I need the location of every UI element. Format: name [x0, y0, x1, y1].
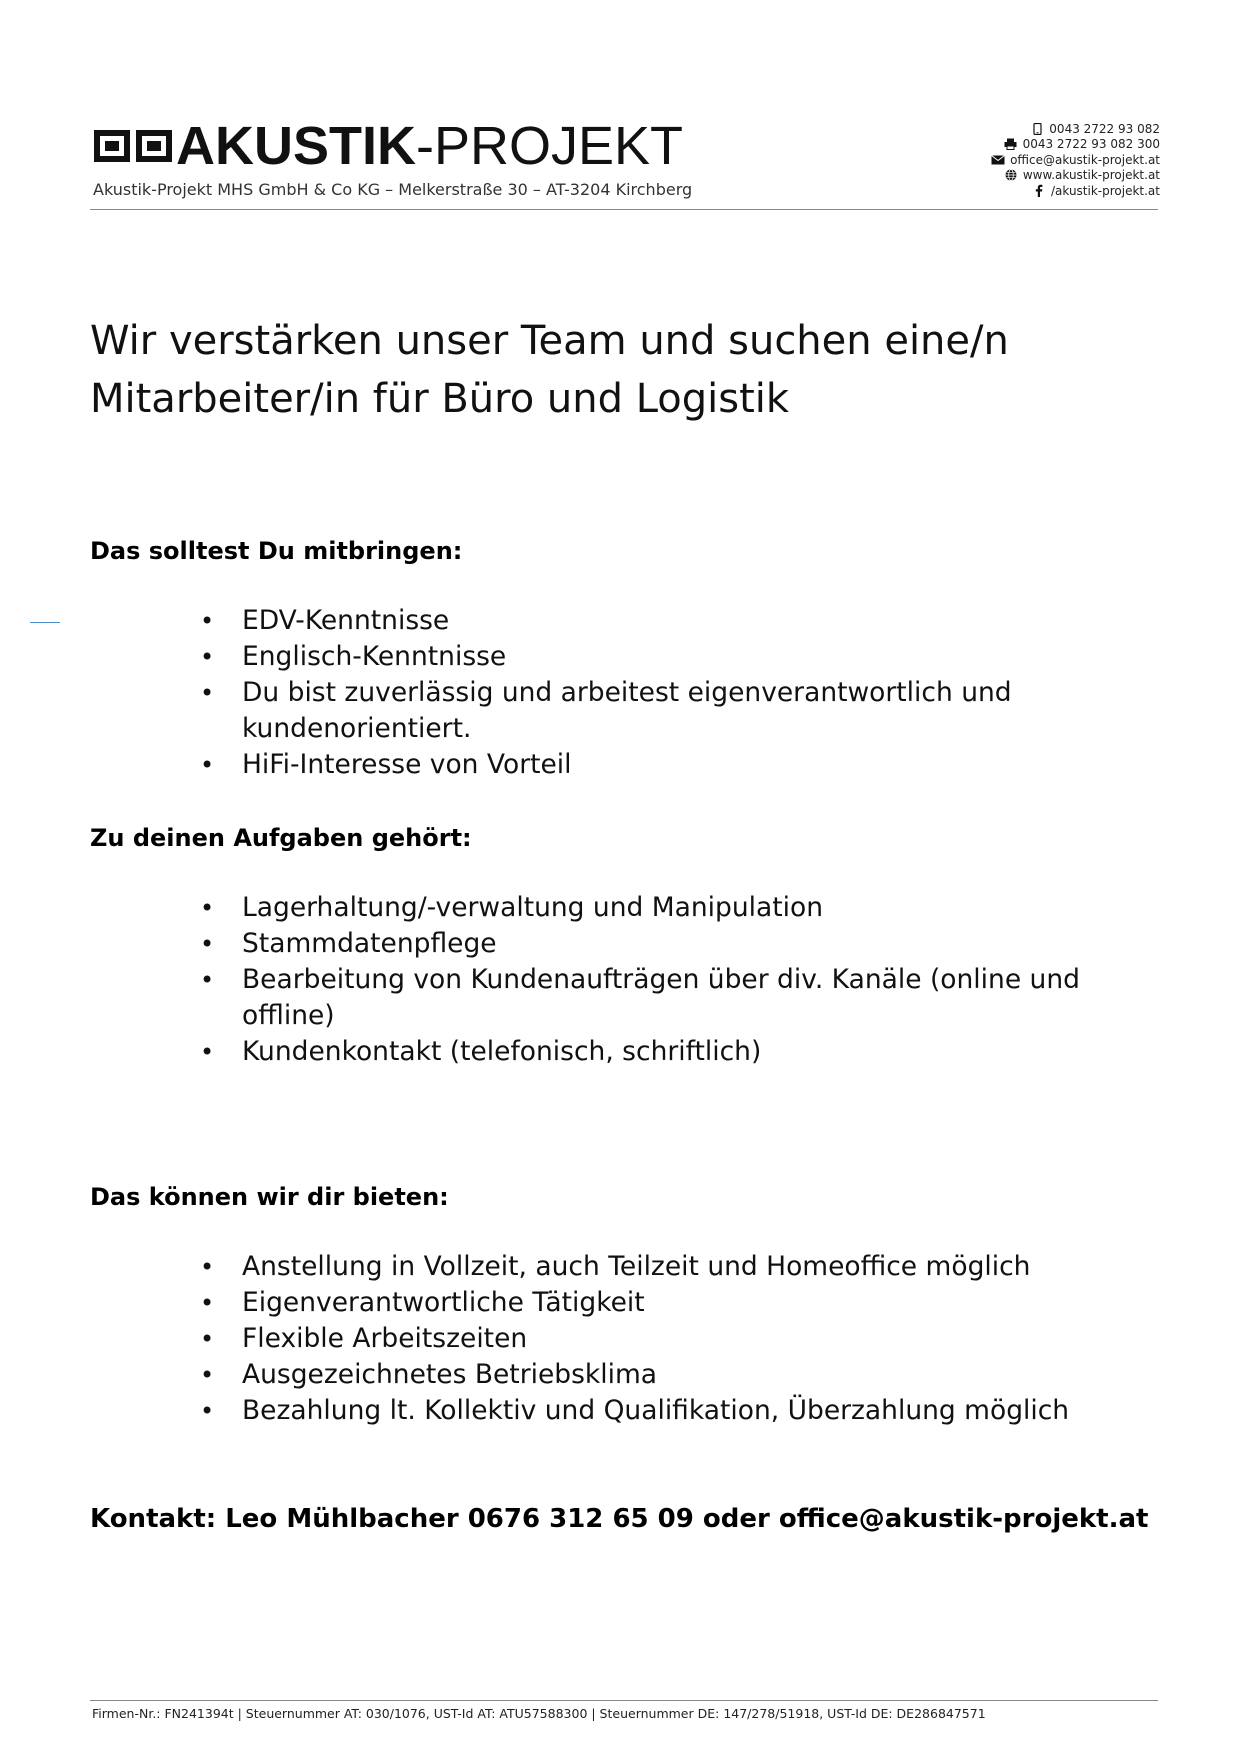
contact-web-text[interactable]: www.akustik-projekt.at — [1022, 168, 1160, 183]
contact-phone — [900, 121, 1160, 137]
contact-block — [900, 121, 1160, 199]
contact-web[interactable] — [900, 168, 1160, 184]
contact-facebook[interactable] — [900, 183, 1160, 199]
company-address: Akustik-Projekt MHS GmbH & Co KG – Melkerstraße 30 – AT-3204 Kirchberg — [93, 180, 693, 199]
offer-list — [200, 1249, 1180, 1429]
contact-fax — [900, 137, 1160, 153]
speaker-logo-icon — [92, 126, 174, 166]
headline-line-1: Wir verstärken unser Team und suchen eine/n — [90, 318, 1009, 364]
fax-icon — [1004, 138, 1018, 150]
tasks-title: Zu deinen Aufgaben gehört: — [90, 824, 472, 852]
list-item: • HiFi-Interesse von Vorteil — [200, 747, 1180, 783]
contact-fax-text: 0043 2722 93 082 300 — [1022, 137, 1160, 152]
list-item: • Kundenkontakt (telefonisch, schriftlich) — [200, 1034, 1180, 1070]
contact-email-text[interactable]: office@akustik-projekt.at — [1010, 152, 1160, 167]
margin-marker — [30, 622, 60, 623]
company-logo — [92, 118, 683, 174]
offer-title: Das können wir dir bieten: — [90, 1183, 449, 1211]
job-headline — [90, 312, 1170, 428]
facebook-icon — [1032, 185, 1046, 197]
company-registration-footer: Firmen-Nr.: FN241394t | Steuernummer AT: 030/1076, UST-Id AT: ATU57588300 | Steuernummer DE: 147/278/51918, UST-Id DE: DE286847571 — [92, 1706, 986, 1721]
contact-phone-text: 0043 2722 93 082 — [1049, 121, 1160, 136]
contact-email[interactable] — [900, 152, 1160, 168]
logo-wordmark: AKUSTIK-PROJEKT — [176, 116, 684, 176]
list-item: • Anstellung in Vollzeit, auch Teilzeit und Homeoffice möglich — [200, 1249, 1180, 1285]
list-item: • Bezahlung lt. Kollektiv und Qualifikation, Überzahlung möglich — [200, 1393, 1180, 1429]
headline-line-2: Mitarbeiter/in für Büro und Logistik — [90, 376, 790, 422]
envelope-icon — [991, 154, 1005, 166]
list-item: • Du bist zuverlässig und arbeitest eigenverantwortlich und kundenorientiert. — [200, 675, 1180, 747]
footer-divider — [90, 1700, 1158, 1701]
mobile-phone-icon — [1030, 123, 1044, 135]
list-item: • Englisch-Kenntnisse — [200, 639, 1180, 675]
list-item: • Lagerhaltung/-verwaltung und Manipulation — [200, 890, 1180, 926]
tasks-list — [200, 890, 1180, 1070]
contact-line: Kontakt: Leo Mühlbacher 0676 312 65 09 oder office@akustik-projekt.at — [90, 1504, 1149, 1534]
list-item: • Eigenverantwortliche Tätigkeit — [200, 1285, 1180, 1321]
contact-facebook-text[interactable]: /akustik-projekt.at — [1050, 183, 1160, 198]
requirements-list — [200, 603, 1180, 783]
list-item: • EDV-Kenntnisse — [200, 603, 1180, 639]
list-item: • Bearbeitung von Kundenaufträgen über div. Kanäle (online und offline) — [200, 962, 1180, 1034]
list-item: • Stammdatenpflege — [200, 926, 1180, 962]
list-item: • Ausgezeichnetes Betriebsklima — [200, 1357, 1180, 1393]
header-divider — [90, 209, 1158, 210]
requirements-title: Das solltest Du mitbringen: — [90, 537, 463, 565]
list-item: • Flexible Arbeitszeiten — [200, 1321, 1180, 1357]
globe-icon — [1004, 169, 1018, 181]
